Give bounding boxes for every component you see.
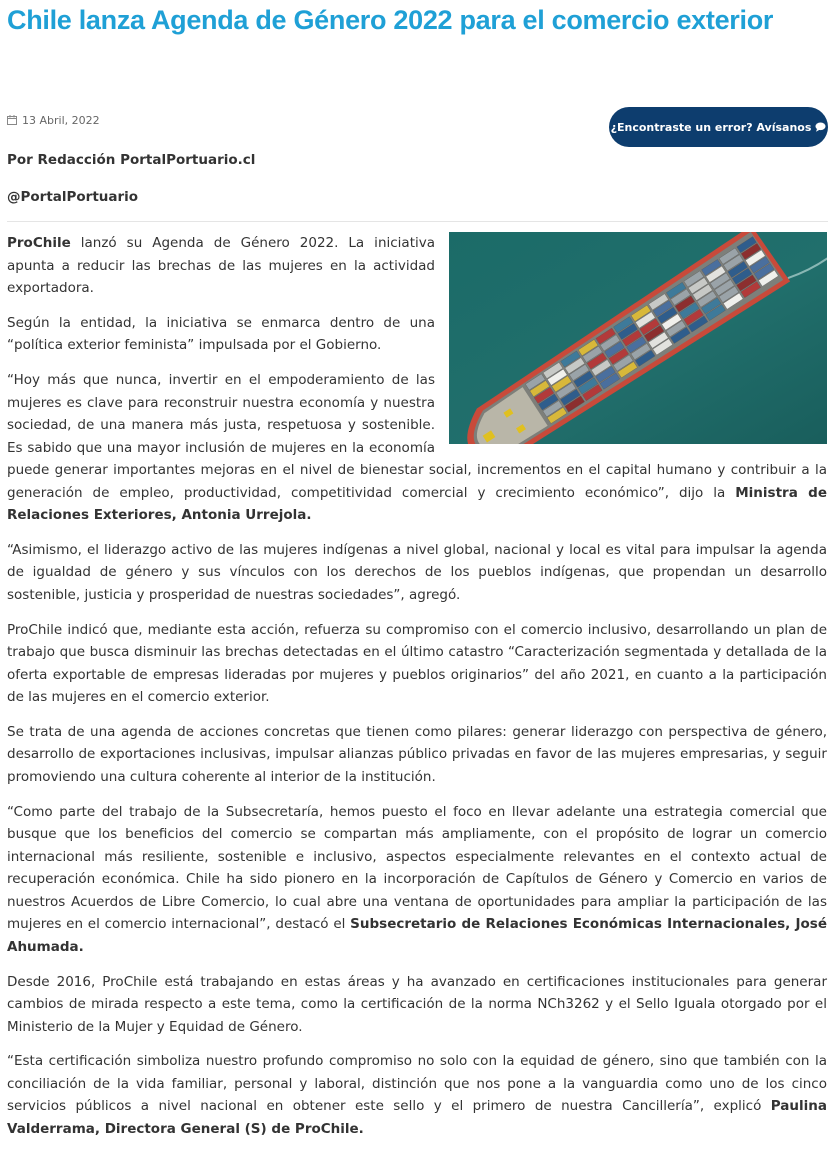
paragraph-3-bold: Ministra de Relaciones Exteriores, Antonia Urrejola. [7, 484, 827, 524]
header-divider [7, 221, 828, 222]
calendar-icon [7, 115, 17, 125]
comment-icon [815, 122, 826, 132]
paragraph-3-text: “Hoy más que nunca, invertir en el empoderamiento de las mujeres es clave para reconstruir nuestra economía y nuestra sociedad, de una manera más justa, respetuosa y sostenible. Es sabido que una mayor inclusión de mujeres en la economía puede generar importantes mejoras en el nivel de bienestar social, incrementos en el capital humano y contribuir a la generación de empleo, productividad, competitividad comercial y crecimiento económico”, dijo la [7, 372, 827, 501]
report-error-button[interactable] [609, 107, 828, 147]
article-body [7, 232, 827, 1153]
paragraph-4: “Asimismo, el liderazgo activo de las mujeres indígenas a nivel global, nacional y local es vital para impulsar la agenda de igualdad de género y sus vínculos con los derechos de los pueblos indígenas, que propendan un desarrollo sostenible, justicia y prosperidad de nuestras sociedades”, agregó. [7, 541, 827, 603]
paragraph-1-text: lanzó su Agenda de Género 2022. La iniciativa apunta a reducir las brechas de las mujeres en la actividad exportadora. [7, 235, 435, 296]
paragraph-9 [7, 1050, 827, 1140]
article-date [7, 112, 100, 128]
paragraph-6: Se trata de una agenda de acciones concretas que tienen como pilares: generar liderazgo con perspectiva de género, desarrollo de exportaciones inclusivas, impulsar alianzas público privadas en favor de las mujeres empresarias, y seguir promoviendo una cultura coherente al interior de la institución. [7, 723, 827, 785]
paragraph-2: Según la entidad, la iniciativa se enmarca dentro de una “política exterior feminista” impulsada por el Gobierno. [7, 314, 435, 354]
article-title: Chile lanza Agenda de Género 2022 para el comercio exterior [7, 5, 774, 35]
date-text: 13 Abril, 2022 [22, 113, 100, 127]
paragraph-5: ProChile indicó que, mediante esta acción, refuerza su compromiso con el comercio inclusivo, desarrollando un plan de trabajo que busca disminuir las brechas detectadas en el último catastro “Caracterización segmentada y detallada de la oferta exportable de empresas lideradas por mujeres y pueblos originarios” del año 2021, en cuanto a la participación de las mujeres en el comercio exterior. [7, 621, 827, 706]
paragraph-9-text: “Esta certificación simboliza nuestro profundo compromiso no solo con la equidad de género, sino que también con la conciliación de la vida familiar, personal y laboral, distinción que nos pone a la vanguardia como uno de los cinco servicios públicos a nivel nacional en obtener este sello y el primero de nuestra Cancillería”, explicó [7, 1053, 827, 1115]
report-error-label: ¿Encontraste un error? Avísanos [610, 120, 812, 134]
paragraph-7 [7, 801, 827, 959]
org-name: ProChile [7, 235, 71, 251]
author-byline: Por Redacción PortalPortuario.cl [7, 152, 256, 168]
paragraph-9-bold: Paulina Valderrama, Directora General (S) de ProChile. [7, 1098, 827, 1137]
paragraph-8: Desde 2016, ProChile está trabajando en estas áreas y ha avanzado en certificaciones institucionales para generar cambios de mirada respecto a este tema, como la certificación de la norma NCh3262 y el Sello Iguala otorgado por el Ministerio de la Mujer y Equidad de Género. [7, 973, 827, 1035]
twitter-handle[interactable]: @PortalPortuario [7, 189, 139, 205]
paragraph-7-text: “Como parte del trabajo de la Subsecretaría, hemos puesto el foco en llevar adelante una estrategia comercial que busque que los beneficios del comercio se compartan más ampliamente, con el propósito de lograr un comercio internacional más resiliente, sostenible e inclusivo, aspectos especialmente relevantes en el contexto actual de recuperación económica. Chile ha sido pionero en la incorporación de Capítulos de Género y Comercio en varios de nuestros Acuerdos de Libre Comercio, lo cual abre una ventana de oportunidades para ampliar la participación de las mujeres en el comercio internacional”, destacó el [7, 803, 827, 933]
paragraph-7-bold: Subsecretario de Relaciones Económicas Internacionales, José Ahumada. [7, 916, 827, 955]
article-image [449, 232, 827, 444]
